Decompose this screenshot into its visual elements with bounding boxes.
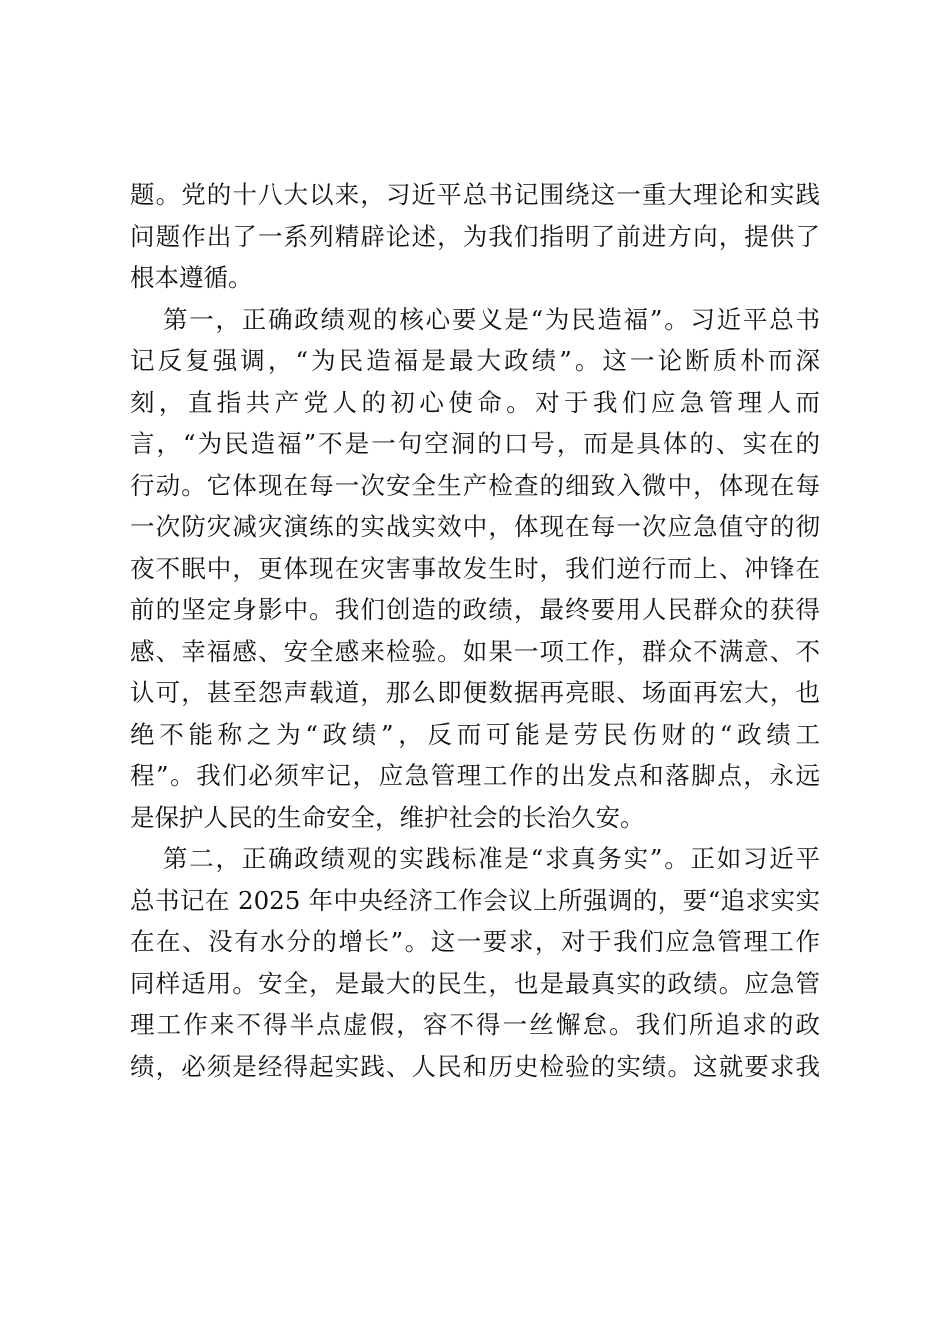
text-line: 题。党的十八大以来，习近平总书记围绕这一重大理论和实践 (130, 180, 820, 209)
text-line: 总书记在 2025 年中央经济工作会议上所强调的，要“追求实实 (130, 885, 820, 915)
text-line: 前的坚定身影中。我们创造的政绩，最终要用人民群众的获得 (130, 595, 820, 624)
text-line: 绝不能称之为“政绩”，反而可能是劳民伤财的“政绩工 (130, 719, 820, 749)
text-line: 认可，甚至怨声载道，那么即便数据再亮眼、场面再宏大，也 (130, 678, 820, 707)
text-line: 在在、没有水分的增长”。这一要求，对于我们应急管理工作 (130, 927, 820, 956)
text-line: 第二，正确政绩观的实践标准是“求真务实”。正如习近平 (163, 844, 820, 873)
text-line: 感、幸福感、安全感来检验。如果一项工作，群众不满意、不 (130, 636, 820, 666)
text-line: 第一，正确政绩观的核心要义是“为民造福”。习近平总书 (163, 304, 820, 334)
text-line: 言，“为民造福”不是一句空洞的口号，而是具体的、实在的 (130, 429, 820, 458)
text-line: 问题作出了一系列精辟论述，为我们指明了前进方向，提供了 (130, 221, 820, 251)
text-line: 根本遵循。 (130, 263, 253, 292)
text-line: 绩，必须是经得起实践、人民和历史检验的实绩。这就要求我 (130, 1051, 820, 1081)
body-text (130, 174, 820, 1087)
text-line: 程”。我们必须牢记，应急管理工作的出发点和落脚点，永远 (130, 761, 820, 790)
text-line: 是保护人民的生命安全，维护社会的长治久安。 (130, 802, 645, 832)
text-line: 行动。它体现在每一次安全生产检查的细致入微中，体现在每 (130, 470, 820, 500)
text-line: 夜不眠中，更体现在灾害事故发生时，我们逆行而上、冲锋在 (130, 553, 820, 583)
text-line: 理工作来不得半点虚假，容不得一丝懈怠。我们所追求的政 (130, 1010, 820, 1039)
text-line: 同样适用。安全，是最大的民生，也是最真实的政绩。应急管 (130, 968, 820, 998)
text-line: 记反复强调，“为民造福是最大政绩”。这一论断质朴而深 (130, 346, 820, 375)
text-line: 刻，直指共产党人的初心使命。对于我们应急管理人而 (130, 387, 820, 417)
text-line: 一次防灾减灾演练的实战实效中，体现在每一次应急值守的彻 (130, 512, 820, 541)
